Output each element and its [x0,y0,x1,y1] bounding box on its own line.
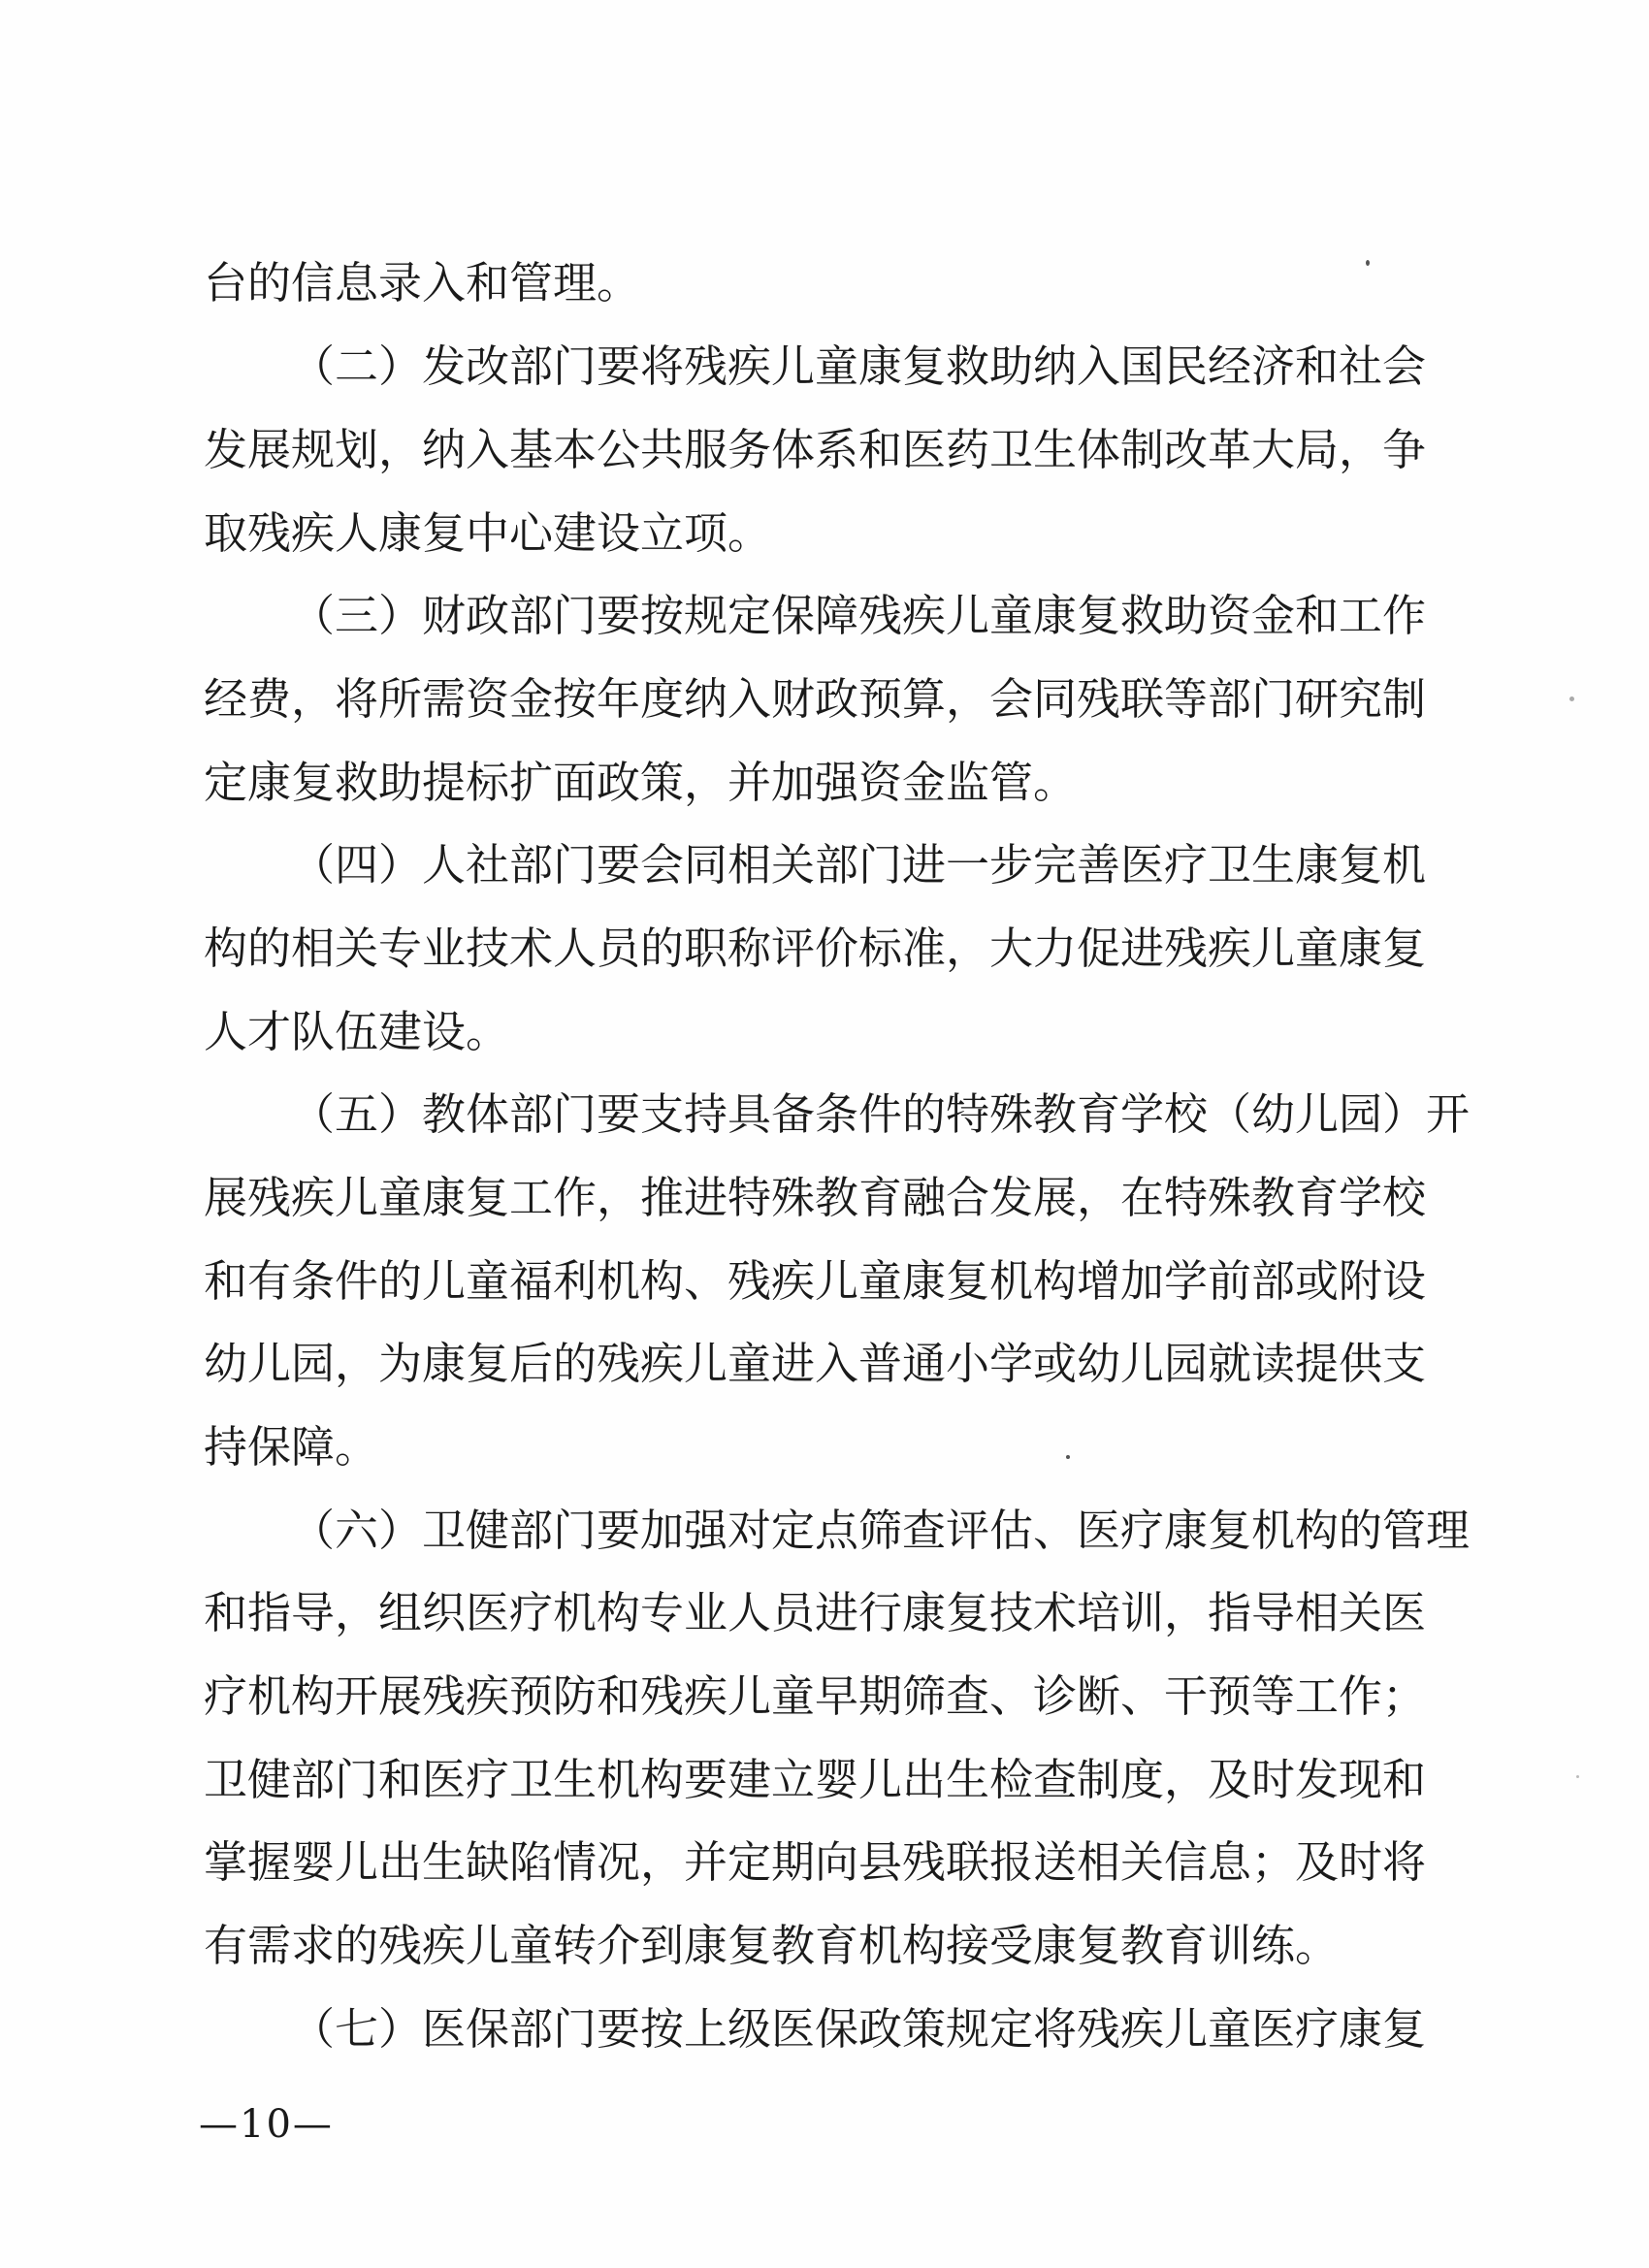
text-line: 持保障。 [204,1421,379,1473]
scan-speck [1576,1775,1579,1778]
text-line: 展残疾儿童康复工作，推进特殊教育融合发展，在特殊教育学校 [204,1172,1427,1223]
text-line: 构的相关专业技术人员的职称评价标准，大力促进残疾儿童康复 [204,923,1427,974]
text-line: 幼儿园，为康复后的残疾儿童进入普通小学或幼儿园就读提供支 [204,1338,1427,1389]
text-line: 和有条件的儿童福利机构、残疾儿童康复机构增加学前部或附设 [204,1255,1427,1307]
scan-speck [1366,260,1370,266]
text-line: 人才队伍建设。 [204,1006,510,1057]
text-line: 取残疾人康复中心建设立项。 [204,507,772,559]
text-line: （四）人社部门要会同相关部门进一步完善医疗卫生康复机 [291,839,1427,891]
page-number: —10— [199,2102,334,2147]
text-line: 卫健部门和医疗卫生机构要建立婴儿出生检查制度，及时发现和 [204,1754,1427,1805]
text-line: 和指导，组织医疗机构专业人员进行康复技术培训，指导相关医 [204,1587,1427,1638]
scan-speck [1569,697,1574,701]
text-line: 台的信息录入和管理。 [204,257,641,308]
text-line: （三）财政部门要按规定保障残疾儿童康复救助资金和工作 [291,590,1427,641]
text-line: 掌握婴儿出生缺陷情况，并定期向县残联报送相关信息；及时将 [204,1836,1427,1888]
text-line: 有需求的残疾儿童转介到康复教育机构接受康复教育训练。 [204,1920,1340,1971]
text-line: 疗机构开展残疾预防和残疾儿童早期筛查、诊断、干预等工作； [204,1670,1427,1722]
text-line: 发展规划，纳入基本公共服务体系和医药卫生体制改革大局，争 [204,424,1427,475]
text-line: （二）发改部门要将残疾儿童康复救助纳入国民经济和社会 [291,340,1427,392]
text-line: （七）医保部门要按上级医保政策规定将残疾儿童医疗康复 [291,2003,1427,2055]
text-line: （六）卫健部门要加强对定点筛查评估、医疗康复机构的管理 [291,1505,1471,1556]
text-line: 定康复救助提标扩面政策，并加强资金监管。 [204,757,1078,808]
scan-speck [1066,1455,1070,1459]
text-line: （五）教体部门要支持具备条件的特殊教育学校（幼儿园）开 [291,1088,1471,1140]
text-line: 经费，将所需资金按年度纳入财政预算，会同残联等部门研究制 [204,673,1427,725]
